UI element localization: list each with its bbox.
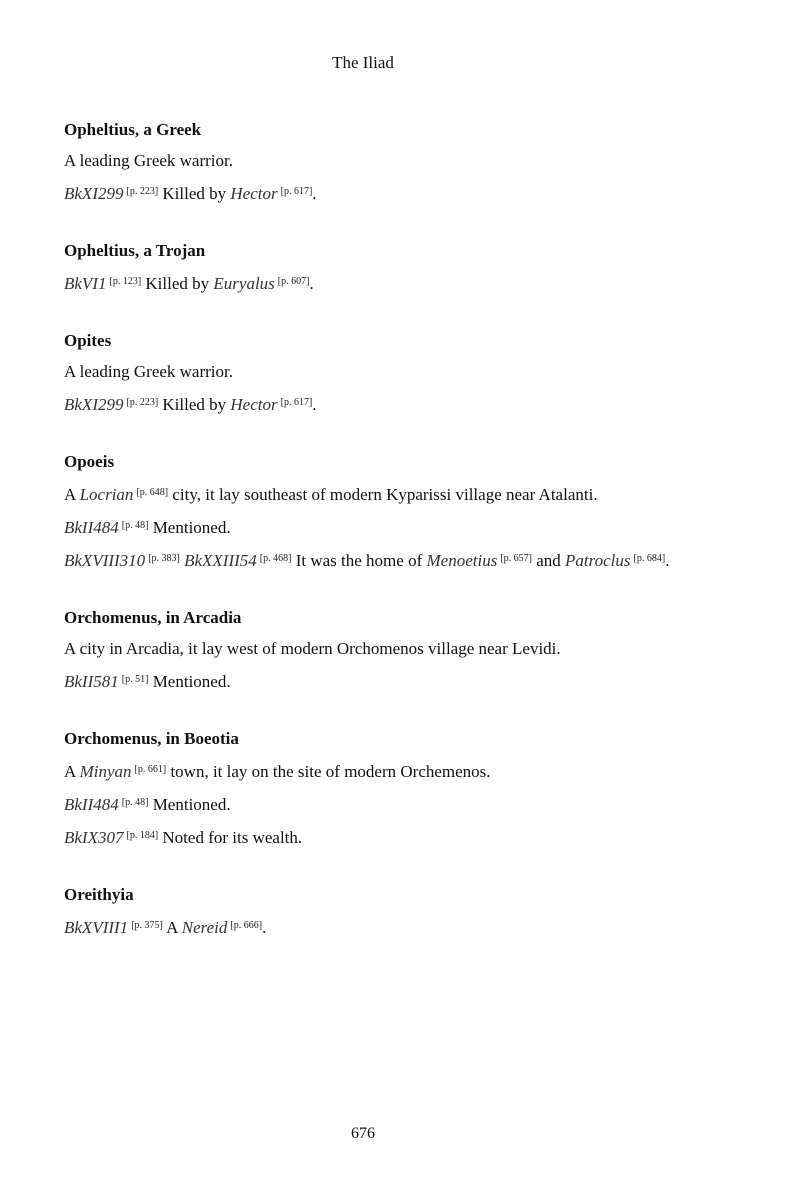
page-reference[interactable]: [p. 468] — [259, 553, 292, 564]
entry-line — [64, 792, 684, 816]
entry-text: and — [532, 551, 566, 570]
entry-line — [64, 915, 684, 939]
italic-reference[interactable]: BkII581 — [64, 672, 119, 691]
entry-line — [64, 392, 684, 416]
entry-text: Mentioned. — [148, 518, 231, 537]
entry-text: town, it lay on the site of modern Orchemenos. — [166, 762, 491, 781]
entry-text: A leading Greek warrior. — [64, 362, 233, 381]
glossary-entry — [64, 607, 684, 693]
entry-text: Killed by — [158, 395, 231, 414]
page-reference[interactable]: [p. 661] — [134, 764, 167, 775]
page-reference[interactable]: [p. 657] — [500, 553, 532, 564]
entry-line — [64, 548, 684, 572]
entry-text: Mentioned. — [148, 795, 231, 814]
page-reference[interactable]: [p. 48] — [121, 797, 149, 808]
entry-title: Orchomenus, in Boeotia — [64, 729, 239, 748]
entry-line — [64, 669, 684, 693]
entry-text: Killed by — [141, 274, 214, 293]
entry-text: A — [162, 918, 182, 937]
glossary-entry — [64, 330, 684, 416]
italic-reference[interactable]: Nereid — [181, 918, 228, 937]
glossary-entry — [64, 451, 684, 572]
italic-reference[interactable]: Hector — [230, 395, 278, 414]
page-reference[interactable]: [p. 223] — [126, 186, 159, 197]
entry-text: Killed by — [158, 184, 231, 203]
entry-line — [64, 150, 684, 172]
page-reference[interactable]: [p. 184] — [126, 830, 159, 841]
page-reference[interactable]: [p. 223] — [126, 397, 159, 408]
entry-title: Opheltius, a Greek — [64, 120, 202, 139]
glossary-entries — [64, 119, 684, 974]
italic-reference[interactable]: BkIX307 — [64, 828, 124, 847]
page-reference[interactable]: [p. 375] — [131, 920, 163, 931]
entry-line — [64, 361, 684, 383]
entry-text: . — [312, 395, 317, 414]
entry-text: It was the home of — [291, 551, 427, 570]
glossary-entry — [64, 119, 684, 205]
page-reference[interactable]: [p. 648] — [136, 487, 169, 498]
entry-line — [64, 181, 684, 205]
glossary-entry — [64, 240, 684, 295]
italic-reference[interactable]: Euryalus — [213, 274, 275, 293]
italic-reference[interactable]: BkXVIII310 — [64, 551, 146, 570]
italic-reference[interactable]: Menoetius — [426, 551, 498, 570]
entry-text: . — [309, 274, 314, 293]
page-reference[interactable]: [p. 383] — [148, 553, 180, 564]
entry-title: Orchomenus, in Arcadia — [64, 608, 242, 627]
entry-text: . — [262, 918, 267, 937]
italic-reference[interactable]: BkXXIII54 — [184, 551, 257, 570]
page-reference[interactable]: [p. 666] — [230, 920, 263, 931]
entry-title: Opites — [64, 331, 112, 350]
entry-text: . — [312, 184, 317, 203]
glossary-entry — [64, 728, 684, 849]
entry-text: A — [64, 762, 80, 781]
italic-reference[interactable]: BkXI299 — [64, 184, 124, 203]
page-reference[interactable]: [p. 51] — [121, 674, 149, 685]
running-header: The Iliad — [332, 53, 394, 72]
entry-text: city, it lay southeast of modern Kyparissi village near Atalanti. — [168, 485, 598, 504]
italic-reference[interactable]: BkII484 — [64, 795, 119, 814]
italic-reference[interactable]: BkII484 — [64, 518, 119, 537]
italic-reference[interactable]: Patroclus — [565, 551, 631, 570]
entry-title: Oreithyia — [64, 885, 134, 904]
entry-text: A — [64, 485, 80, 504]
page-reference[interactable]: [p. 617] — [280, 397, 313, 408]
entry-line — [64, 515, 684, 539]
italic-reference[interactable]: Hector — [230, 184, 278, 203]
entry-line — [64, 482, 684, 506]
page-reference[interactable]: [p. 48] — [121, 520, 149, 531]
page-reference[interactable]: [p. 684] — [633, 553, 666, 564]
entry-text: Noted for its wealth. — [158, 828, 303, 847]
entry-line — [64, 638, 684, 660]
entry-text: A leading Greek warrior. — [64, 151, 233, 170]
page-number: 676 — [351, 1125, 375, 1142]
page-reference[interactable]: [p. 123] — [109, 276, 142, 287]
entry-title: Opoeis — [64, 452, 115, 471]
entry-line — [64, 825, 684, 849]
italic-reference[interactable]: BkXVIII1 — [64, 918, 129, 937]
entry-text: Mentioned. — [148, 672, 231, 691]
entry-text: A city in Arcadia, it lay west of modern Orchomenos village near Levidi. — [64, 639, 561, 658]
entry-title: Opheltius, a Trojan — [64, 241, 206, 260]
italic-reference[interactable]: Locrian — [79, 485, 134, 504]
italic-reference[interactable]: BkXI299 — [64, 395, 124, 414]
entry-line — [64, 271, 684, 295]
page-reference[interactable]: [p. 607] — [277, 276, 310, 287]
page-reference[interactable]: [p. 617] — [280, 186, 313, 197]
glossary-entry — [64, 884, 684, 939]
italic-reference[interactable]: BkVI1 — [64, 274, 107, 293]
entry-text: . — [665, 551, 670, 570]
entry-line — [64, 759, 684, 783]
italic-reference[interactable]: Minyan — [79, 762, 132, 781]
